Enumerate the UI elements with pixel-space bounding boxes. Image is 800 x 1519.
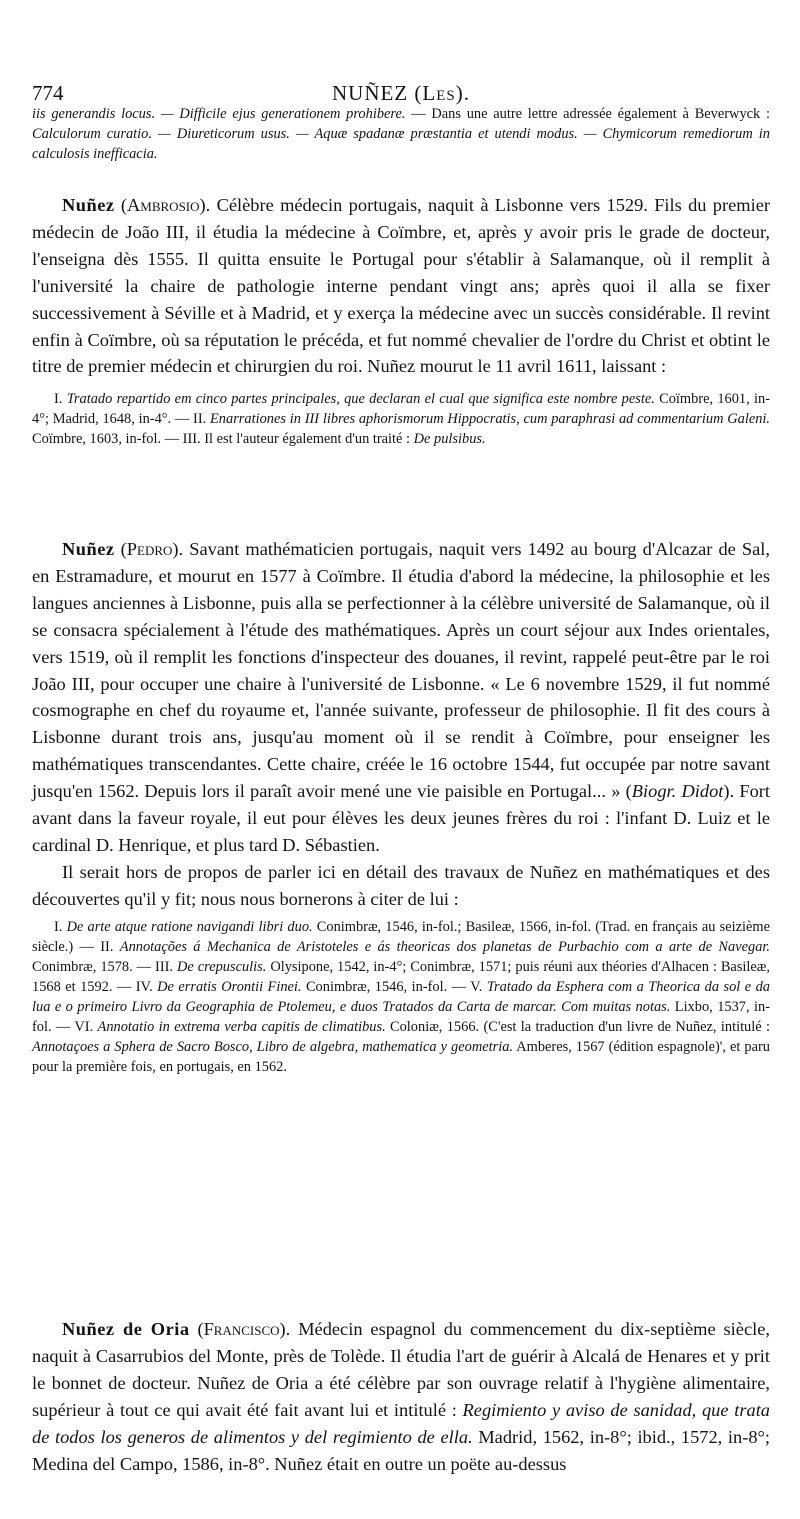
entry-nunez-de-oria	[32, 1316, 770, 1477]
entry-ambrosio	[32, 192, 770, 449]
entry-pedro-text-2: Il serait hors de propos de parler ici en détail des travaux de Nuñez en mathématiques et des découvertes qu'il y fit; nous nous bornerons à citer de lui :	[32, 861, 770, 909]
entry-pedro-works: I. De arte atque ratione navigandi libri duo. Conimbræ, 1546, in-fol.; Basileæ, 1566, in-fol. (Trad. en français au seizième siècle.) — II. Annotações á Mechanica de Aristoteles e ás theoricas dos planetas de Purbachio com a arte de Navegar. Conimbræ, 1578. — III. De crepusculis. Olysipone, 1542, in-4°; Conimbræ, 1571; puis réuni aux théories d'Alhacen : Basileæ, 1568 et 1592. — IV. De erratis Orontii Finei. Conimbræ, 1546, in-fol. — V. Tratado da Esphera com a Theorica da sol e da lua e o primeiro Livro da Geographia de Ptolemeu, e duos Tratados da Carta de marcar. Com muitas notas. Lixbo, 1537, in-fol. — VI. Annotatio in extrema verba capitis de climatibus. Coloniæ, 1566. (C'est la traduction d'un livre de Nuñez, intitulé : Annotaçoes a Sphera de Sacro Bosco, Libro de algebra, mathematica y geometria. Amberes, 1567 (édition espagnole)', et paru pour la première fois, en portugais, en 1562.	[32, 918, 770, 1075]
continued-entry-text: iis generandis locus. — Difficile ejus generationem prohibere. — Dans une autre lettre adressée également à Beverwyck : Calculorum curatio. — Diureticorum usus. — Aquæ spadanæ præstantia et utendi modus. — Chymicorum remediorum in calculosis inefficacia.	[32, 106, 770, 162]
running-header	[32, 80, 770, 106]
page-number: 774	[32, 81, 64, 105]
entry-pedro	[32, 536, 770, 1077]
entry-nunez-de-oria-text: Nuñez de Oria (Francisco). Médecin espagnol du commencement du dix-septième siècle, naquit à Casarrubios del Monte, près de Tolède. Il étudia l'art de guérir à Alcalá de Henares et y prit le bonnet de docteur. Nuñez de Oria a été célèbre par son ouvrage relatif à l'hygiène alimentaire, supérieur à tout ce qui avait été fait avant lui et intitulé : Regimiento y aviso de sanidad, que trata de todos los generos de alimentos y del regimiento de ella. Madrid, 1562, in-8°; ibid., 1572, in-8°; Medina del Campo, 1586, in-8°. Nuñez était en outre un poëte au-dessus	[32, 1319, 771, 1474]
entry-ambrosio-text: Nuñez (Ambrosio). Célèbre médecin portugais, naquit à Lisbonne vers 1529. Fils du premier médecin de João III, il étudia la médecine à Coïmbre, et, après y avoir pris le grade de docteur, l'enseigna dès 1555. Il quitta ensuite le Portugal pour s'établir à Salamanque, où il remplit à l'université la chaire de pathologie interne pendant vingt ans; après quoi il alla se fixer successivement à Séville et à Madrid, et y exerça la médecine avec un succès considérable. Il revint enfin à Coïmbre, où sa réputation le précéda, et fut nommé chevalier de l'ordre du Christ et obtint le titre de premier médecin et chirurgien du roi. Nuñez mourut le 11 avril 1611, laissant :	[32, 195, 770, 377]
entry-ambrosio-works: I. Tratado repartido em cinco partes principales, que declaran el cual que significa este nombre peste. Coïmbre, 1601, in-4°; Madrid, 1648, in-4°. — II. Enarrationes in III libres aphorismorum Hippocratis, cum paraphrasi ad commentarium Galeni. Coïmbre, 1603, in-fol. — III. Il est l'auteur également d'un traité : De pulsibus.	[32, 391, 770, 448]
entry-pedro-text: Nuñez (Pedro). Savant mathématicien portugais, naquit vers 1492 au bourg d'Alcazar de Sal, en Estramadure, et mourut en 1577 à Coïmbre. Il étudia d'abord la médecine, la philosophie et les langues anciennes à Lisbonne, puis alla se perfectionner à la célèbre université de Salamanque, où il se consacra spécialement à l'étude des mathématiques. Après un court séjour aux Indes orientales, vers 1519, où il remplit les fonctions d'inspecteur des douanes, il revint, rappelé peut-être par le roi João III, pour occuper une chaire à l'université de Lisbonne. « Le 6 novembre 1529, il fut nommé cosmographe en chef du royaume et, l'année suivante, professeur de philosophie. Il fit des cours à Lisbonne durant trois ans, jusqu'au moment où il se rendit à Coïmbre, pour enseigner les mathématiques transcendantes. Cette chaire, créée le 16 octobre 1544, fut occupée par notre savant jusqu'en 1562. Depuis lors il paraît avoir mené une vie paisible en Portugal... » (Biogr. Didot). Fort avant dans la faveur royale, il eut pour élèves les deux jeunes frères du roi : l'infant D. Luiz et le cardinal D. Henrique, et plus tard D. Sébastien.	[32, 539, 771, 855]
running-title: NUÑEZ (Les).	[332, 81, 470, 105]
